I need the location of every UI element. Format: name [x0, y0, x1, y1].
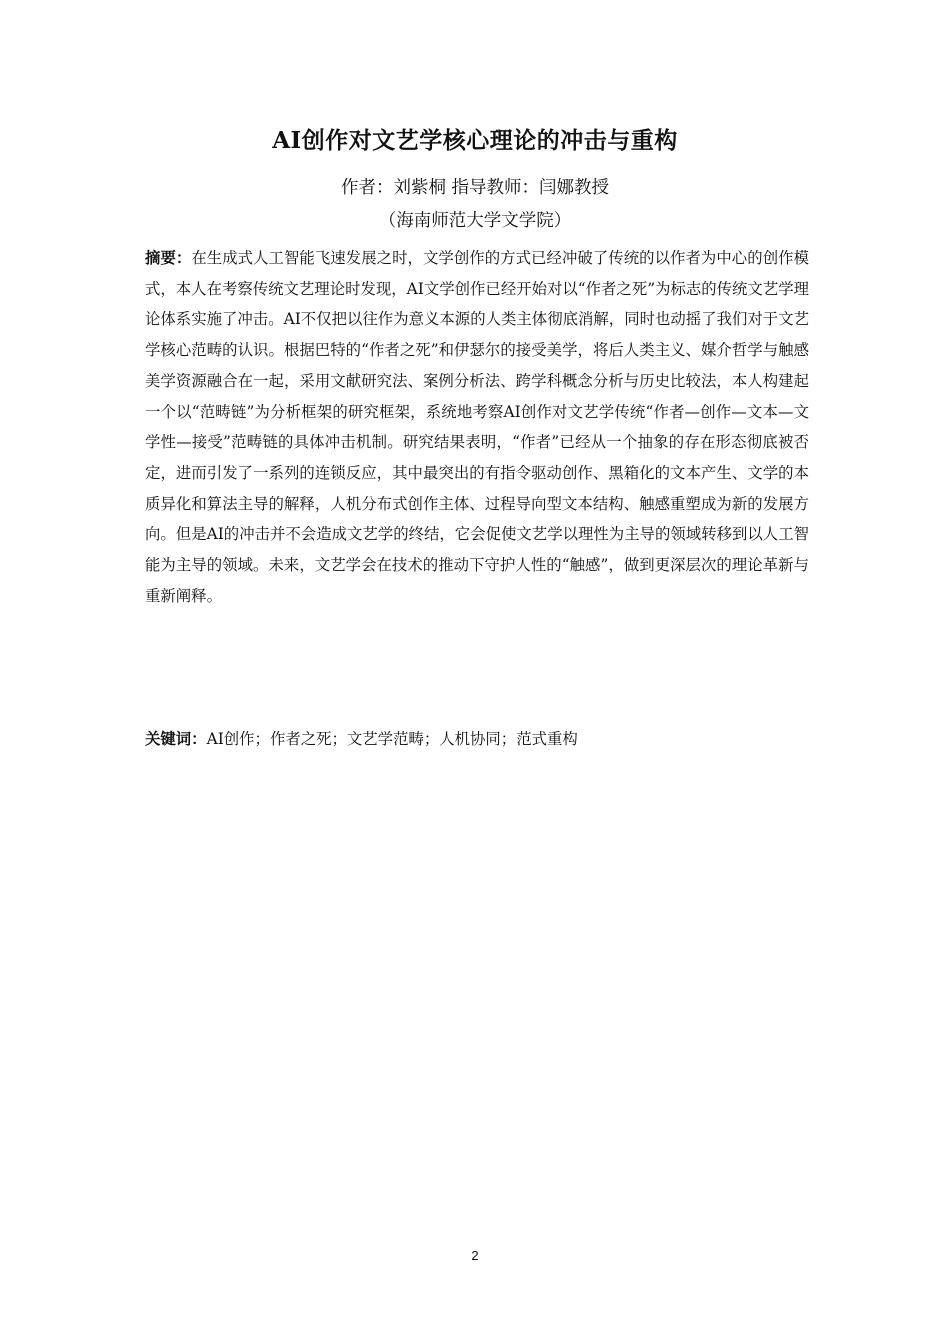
abstract-text: 在生成式人工智能飞速发展之时，文学创作的方式已经冲破了传统的以作者为中心的创作模式，本人在考察传统文艺理论时发现，AI文学创作已经开始对以“作者之死”为标志的传统文艺学理论体系实施了冲击。AI不仅把以往作为意义本源的人类主体彻底消解，同时也动摇了我们对于文艺学核心范畴的认识。根据巴特的“作者之死”和伊瑟尔的接受美学，将后人类主义、媒介哲学与触感美学资源融合在一起，采用文献研究法、案例分析法、跨学科概念分析与历史比较法，本人构建起一个以“范畴链”为分析框架的研究框架，系统地考察AI创作对文艺学传统“作者—创作—文本—文学性—接受”范畴链的具体冲击机制。研究结果表明，“作者”已经从一个抽象的存在形态彻底被否定，进而引发了一系列的连锁反应，其中最突出的有指令驱动创作、黑箱化的文本产生、文学的本质异化和算法主导的解释，人机分布式创作主体、过程导向型文本结构、触感重塑成为新的发展方向。但是AI的冲击并不会造成文艺学的终结，它会促使文艺学以理性为主导的领域转移到以人工智能为主导的领域。未来，文艺学会在技术的推动下守护人性的“触感”，做到更深层次的理论革新与重新阐释。 [145, 249, 809, 605]
affiliation-line: （海南师范大学文学院） [378, 211, 572, 231]
paper-title: AI创作对文艺学核心理论的冲击与重构 [272, 127, 678, 154]
abstract-label: 摘要： [145, 249, 192, 267]
keywords-label: 关键词： [145, 730, 207, 748]
author-line: 作者：刘紫桐 指导教师：闫娜教授 [340, 178, 610, 198]
abstract-paragraph [145, 243, 809, 611]
page-number: 2 [471, 1248, 479, 1263]
keywords-text: AI创作；作者之死；文艺学范畴；人机协同；范式重构 [206, 730, 578, 748]
keywords-paragraph [145, 726, 809, 752]
